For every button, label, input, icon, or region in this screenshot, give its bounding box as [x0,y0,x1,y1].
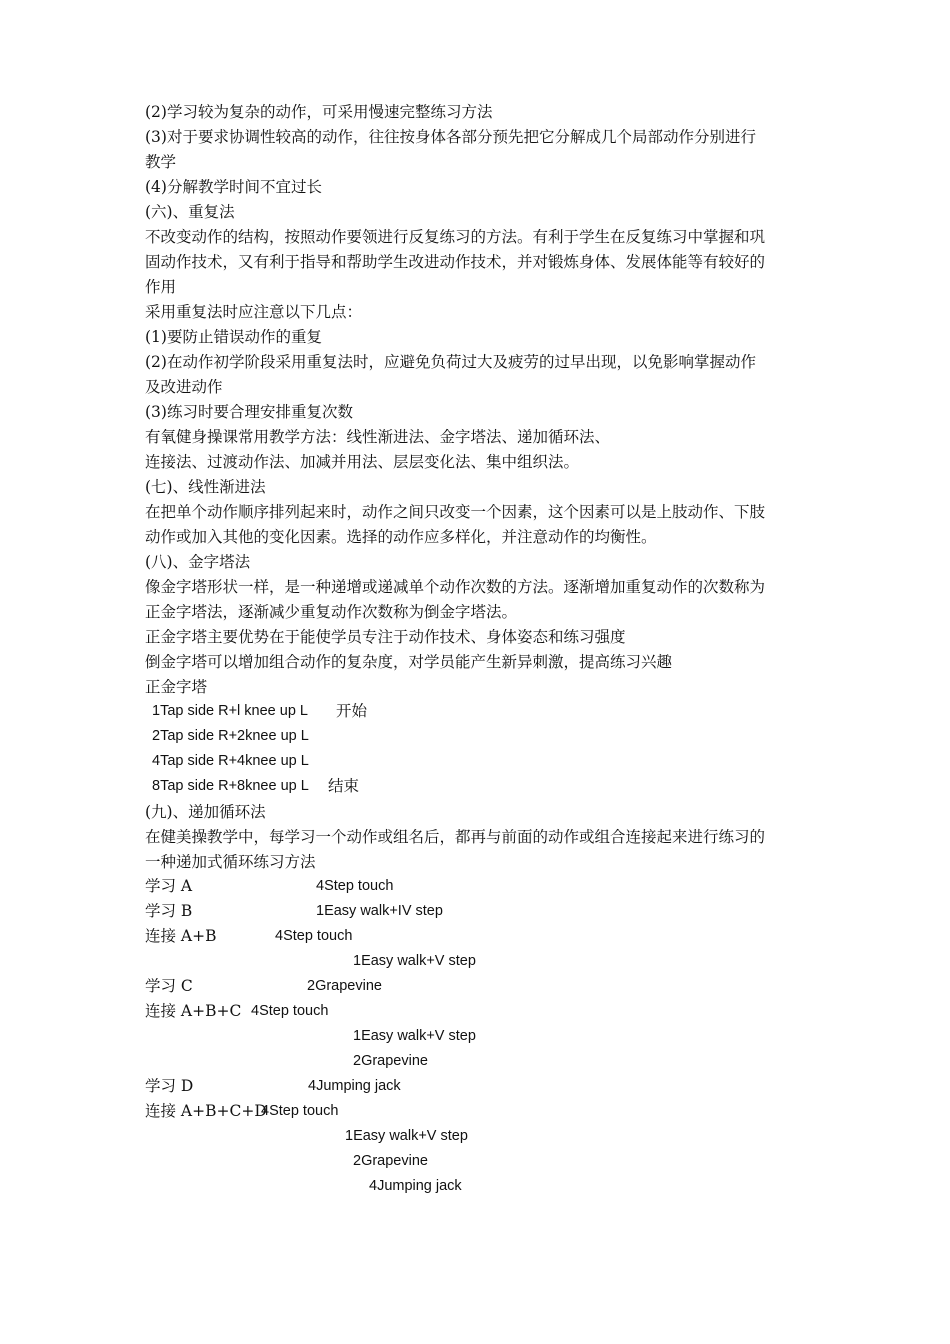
list-item-2-cont: 及改进动作 [145,378,223,396]
paragraph-line: 在把单个动作顺序排列起来时，动作之间只改变一个因素，这个因素可以是上肢动作、下肢 [145,503,766,521]
cycle-step-move: 4Step touch [261,1103,339,1119]
cycle-step-move: 2Grapevine [353,1053,428,1069]
cycle-step-move: 1Easy walk+IV step [316,903,443,919]
pyramid-note: 开始 [336,702,368,720]
pyramid-move: 8Tap side R+8knee up L [152,778,309,794]
section-heading-9: (九)、递加循环法 [145,803,266,821]
pyramid-move: 2Tap side R+2knee up L [152,728,309,744]
cycle-step-move: 1Easy walk+V step [353,953,476,969]
cycle-step-label: 连接 A+B+C [145,1002,242,1020]
cycle-step-label: 连接 A+B [145,927,217,945]
paragraph-line: 一种递加式循环练习方法 [145,853,316,871]
cycle-step-move: 4Step touch [251,1003,329,1019]
paragraph-line: 有氧健身操课常用教学方法：线性渐进法、金字塔法、递加循环法、 [145,428,611,446]
cycle-step-move: 2Grapevine [353,1153,428,1169]
paragraph-line: 倒金字塔可以增加组合动作的复杂度，对学员能产生新异刺激，提高练习兴趣 [145,653,673,671]
list-item-2: (2)学习较为复杂的动作，可采用慢速完整练习方法 [145,103,493,121]
paragraph-line: 作用 [145,278,177,296]
paragraph-line: 正金字塔法，逐渐减少重复动作次数称为倒金字塔法。 [145,603,518,621]
cycle-step-label: 学习 C [145,977,193,995]
cycle-step-label: 连接 A+B+C+D [145,1102,267,1120]
cycle-step-move: 4Step touch [275,928,353,944]
list-item-4: (4)分解教学时间不宜过长 [145,178,322,196]
pyramid-title: 正金字塔 [145,678,208,696]
paragraph-line: 不改变动作的结构，按照动作要领进行反复练习的方法。有利于学生在反复练习中掌握和巩 [145,228,766,246]
list-item-3-cont: 教学 [145,153,177,171]
list-item-1: (1)要防止错误动作的重复 [145,328,322,346]
list-item-2: (2)在动作初学阶段采用重复法时，应避免负荷过大及疲劳的过早出现，以免影响掌握动作 [145,353,756,371]
pyramid-move: 4Tap side R+4knee up L [152,753,309,769]
cycle-step-label: 学习 B [145,902,193,920]
section-heading-6: (六)、重复法 [145,203,235,221]
section-heading-8: (八)、金字塔法 [145,553,251,571]
cycle-step-label: 学习 D [145,1077,194,1095]
cycle-step-move: 1Easy walk+V step [345,1128,468,1144]
cycle-step-move: 2Grapevine [307,978,382,994]
paragraph-line: 采用重复法时应注意以下几点： [145,303,363,321]
pyramid-move: 1Tap side R+l knee up L [152,703,308,719]
section-heading-7: (七)、线性渐进法 [145,478,266,496]
cycle-step-move: 4Jumping jack [308,1078,401,1094]
paragraph-line: 正金字塔主要优势在于能使学员专注于动作技术、身体姿态和练习强度 [145,628,626,646]
paragraph-line: 固动作技术，又有利于指导和帮助学生改进动作技术，并对锻炼身体、发展体能等有较好的 [145,253,766,271]
cycle-step-label: 学习 A [145,877,193,895]
pyramid-note: 结束 [328,777,360,795]
list-item-3: (3)练习时要合理安排重复次数 [145,403,353,421]
paragraph-line: 连接法、过渡动作法、加减并用法、层层变化法、集中组织法。 [145,453,580,471]
list-item-3: (3)对于要求协调性较高的动作，往往按身体各部分预先把它分解成几个局部动作分别进行 [145,128,756,146]
paragraph-line: 像金字塔形状一样，是一种递增或递减单个动作次数的方法。逐渐增加重复动作的次数称为 [145,578,766,596]
cycle-step-move: 4Step touch [316,878,394,894]
cycle-step-move: 4Jumping jack [369,1178,462,1194]
paragraph-line: 在健美操教学中，每学习一个动作或组名后，都再与前面的动作或组合连接起来进行练习的 [145,828,766,846]
paragraph-line: 动作或加入其他的变化因素。选择的动作应多样化，并注意动作的均衡性。 [145,528,657,546]
cycle-step-move: 1Easy walk+V step [353,1028,476,1044]
